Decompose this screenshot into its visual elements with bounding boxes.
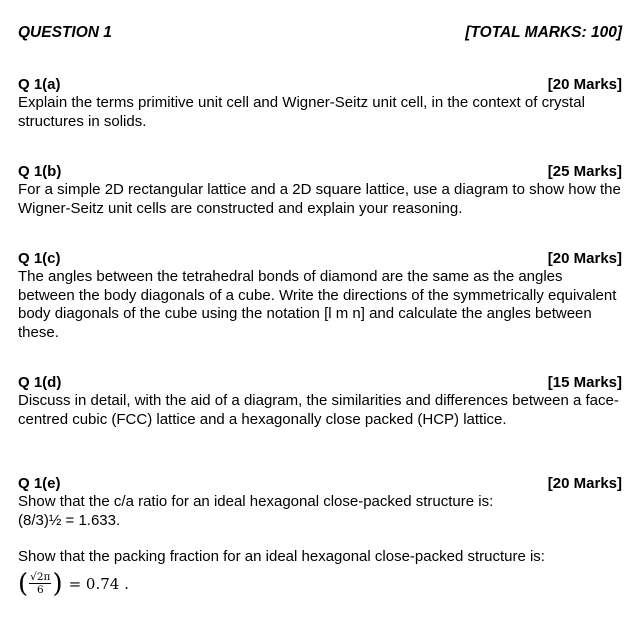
- question-1e-text2: Show that the packing fraction for an ideal hexagonal close-packed structure is:: [18, 548, 545, 565]
- question-1a-text: Explain the terms primitive unit cell and Wigner-Seitz unit cell, in the context of crystal structures in solids.: [18, 94, 585, 130]
- question-1b-marks: [25 Marks]: [547, 163, 622, 180]
- exam-page: [18, 0, 622, 618]
- question-label: QUESTION 1: [18, 24, 112, 41]
- question-1b-header: [18, 162, 622, 181]
- equation-numerator: √2π: [30, 570, 51, 583]
- equation-result: = 0.74 .: [68, 574, 129, 593]
- question-1e-header: [18, 474, 622, 493]
- question-1a: [18, 75, 622, 131]
- question-1d-text: Discuss in detail, with the aid of a diagram, the similarities and differences between a face-centred cubic (FCC) lattice and a hexagonally close packed (HCP) lattice.: [18, 392, 619, 428]
- total-marks: [TOTAL MARKS: 100]: [465, 24, 622, 41]
- question-1c-text: The angles between the tetrahedral bonds of diamond are the same as the angles between the body diagonals of a cube. Write the directions of the symmetrically equivalent body diagonals of the cube using the notation [l m n] and calculate the angles between these.: [18, 268, 617, 341]
- question-1d-marks: [15 Marks]: [547, 374, 622, 391]
- question-1a-header: [18, 75, 622, 94]
- equation-denominator: 6: [36, 583, 44, 596]
- question-1d: [18, 373, 622, 429]
- question-1e: [18, 474, 622, 597]
- question-1a-id: Q 1(a): [18, 76, 61, 93]
- question-1c-header: [18, 249, 622, 268]
- packing-fraction-equation: [18, 568, 622, 599]
- question-1b-text: For a simple 2D rectangular lattice and a 2D square lattice, use a diagram to show how the Wigner-Seitz unit cells are constructed and explain your reasoning.: [18, 181, 621, 217]
- question-1a-marks: [20 Marks]: [547, 76, 622, 93]
- question-1d-header: [18, 373, 622, 392]
- equation-fraction: [29, 572, 51, 596]
- question-1d-id: Q 1(d): [18, 374, 62, 391]
- question-1e-text: Show that the c/a ratio for an ideal hexagonal close-packed structure is:: [18, 493, 494, 510]
- equation-open-paren: (: [18, 568, 29, 599]
- question-1e-ratio: (8/3)½ = 1.633.: [18, 511, 121, 529]
- question-1c-marks: [20 Marks]: [547, 250, 622, 267]
- question-1b-id: Q 1(b): [18, 163, 62, 180]
- page-header: [18, 24, 622, 42]
- question-1b: [18, 162, 622, 218]
- question-1c-id: Q 1(c): [18, 250, 61, 267]
- question-1e-marks: [20 Marks]: [547, 475, 622, 492]
- question-1e-id: Q 1(e): [18, 475, 61, 492]
- question-1c: [18, 249, 622, 342]
- equation-close-paren: ): [52, 568, 63, 599]
